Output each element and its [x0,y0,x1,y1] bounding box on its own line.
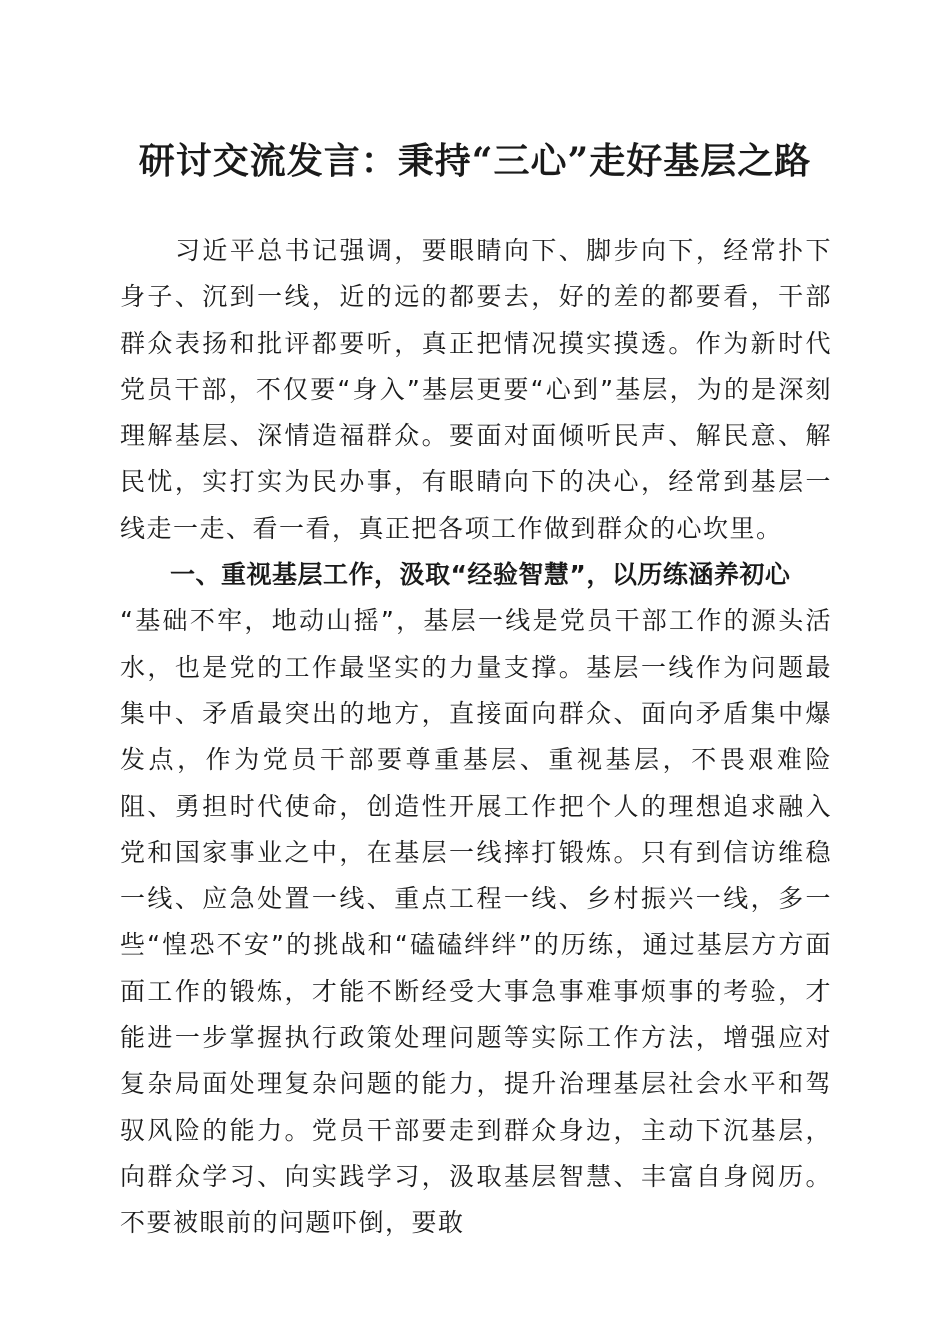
document-title: 研讨交流发言：秉持“三心”走好基层之路 [138,140,812,182]
intro-paragraph: 习近平总书记强调，要眼睛向下、脚步向下，经常扑下身子、沉到一线，近的远的都要去，好的差的都要看，干部群众表扬和批评都要听，真正把情况摸实摸透。作为新时代党员干部，不仅要“身入”基层更要“心到”基层，为的是深刻理解基层、深情造福群众。要面对面倾听民声、解民意、解民忧，实打实为民办事，有眼睛向下的决心，经常到基层一线走一走、看一看，真正把各项工作做到群众的心坎里。 [120,236,832,543]
section-heading-1: 一、重视基层工作，汲取“经验智慧”，以历练涵养初心 [170,560,791,590]
section-1-paragraph: “基础不牢，地动山摇”，基层一线是党员干部工作的源头活水，也是党的工作最坚实的力量支撑。基层一线作为问题最集中、矛盾最突出的地方，直接面向群众、面向矛盾集中爆发点，作为党员干部要尊重基层、重视基层，不畏艰难险阻、勇担时代使命，创造性开展工作把个人的理想追求融入党和国家事业之中，在基层一线摔打锻炼。只有到信访维稳一线、应急处置一线、重点工程一线、乡村振兴一线，多一些“惶恐不安”的挑战和“磕磕绊绊”的历练，通过基层方方面面工作的锻炼，才能不断经受大事急事难事烦事的考验，才能进一步掌握执行政策处理问题等实际工作方法，增强应对复杂局面处理复杂问题的能力，提升治理基层社会水平和驾驭风险的能力。党员干部要走到群众身边，主动下沉基层，向群众学习、向实践学习，汲取基层智慧、丰富自身阅历。不要被眼前的问题吓倒，要敢 [120,606,832,1238]
document-body [120,228,832,1247]
